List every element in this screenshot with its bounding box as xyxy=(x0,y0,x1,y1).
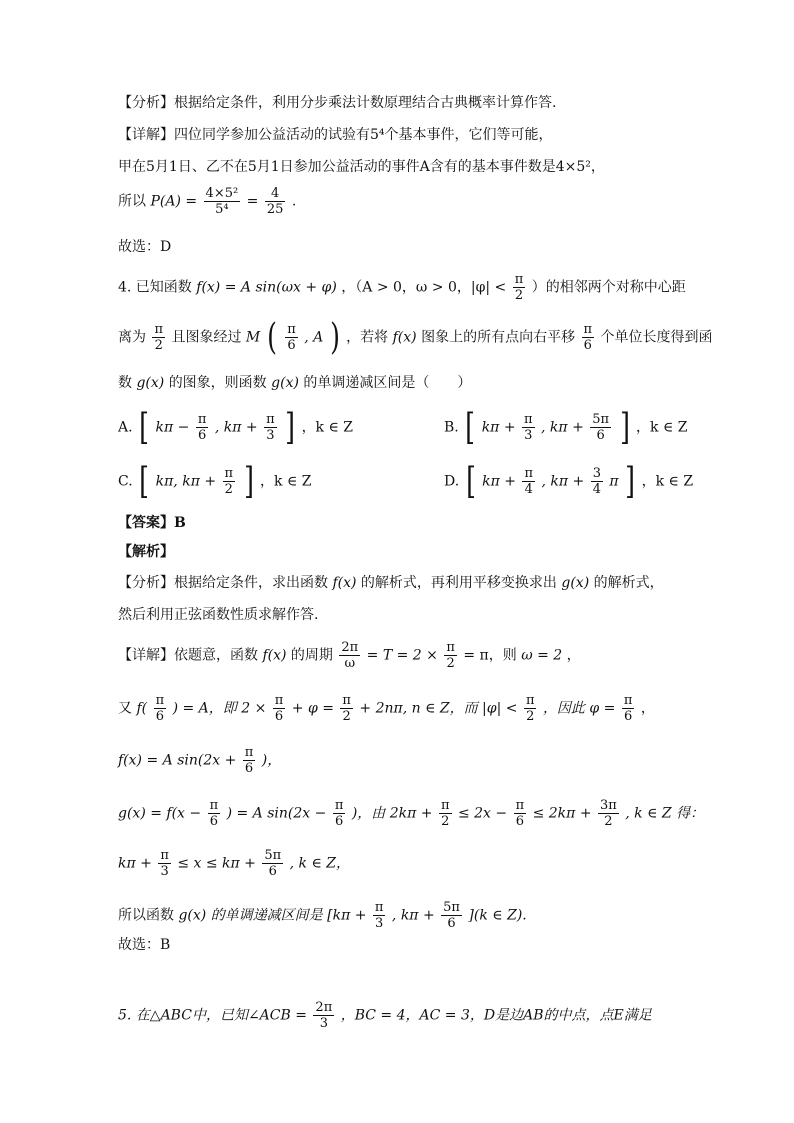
denominator: 6 xyxy=(209,814,218,829)
solution-expr: + 2nπ, n ∈ Z，而 |φ| < xyxy=(359,700,518,717)
fraction xyxy=(622,693,635,724)
function-f: f(x) xyxy=(332,575,357,591)
numerator: π xyxy=(440,798,450,813)
solution-text: 又 xyxy=(118,700,132,717)
analysis-text: 【分析】根据给定条件，求出函数 xyxy=(118,575,328,591)
explanation-text: 【解析】 xyxy=(118,544,174,560)
numerator: π xyxy=(209,798,219,813)
fraction xyxy=(196,412,209,443)
option-expr: kπ − xyxy=(155,419,190,436)
function-f: f(x) xyxy=(392,329,417,346)
answer-line-2 xyxy=(118,938,170,952)
answer-text-2: 故选：B xyxy=(118,937,171,953)
solution-expr: ≤ 2kπ + xyxy=(532,805,592,822)
numerator: π xyxy=(583,322,593,337)
left-paren: ( xyxy=(266,316,277,358)
denominator: ω xyxy=(344,656,356,671)
answer-label xyxy=(118,516,186,530)
solution-line-6 xyxy=(118,900,527,931)
q4-text: 离为 xyxy=(118,329,146,346)
fraction xyxy=(152,322,165,353)
solution-line-3 xyxy=(118,745,281,776)
solution-text: = π，则 xyxy=(463,647,517,664)
solution-expr: g(x) = f(x − xyxy=(118,805,202,822)
denominator: 2 xyxy=(446,656,455,671)
q5-text: ，BC = 4，AC = 3，D是边AB的中点，点E满足 xyxy=(340,1007,652,1024)
denominator: 3 xyxy=(375,916,384,931)
solution-expr: ，因此 φ = xyxy=(542,700,616,717)
solution-text: 所以函数 xyxy=(118,907,174,924)
fraction xyxy=(339,640,360,671)
q4-conditions: ，（A > 0，ω > 0，|φ| < xyxy=(341,279,507,296)
left-bracket: [ xyxy=(139,406,149,448)
fraction xyxy=(340,693,353,724)
solution-expr: = T = 2 × xyxy=(366,647,438,664)
numerator: 5π xyxy=(443,900,460,915)
q4-text: 的单调递减区间是（ ） xyxy=(303,375,472,391)
numerator: π xyxy=(623,693,633,708)
equals-sign: = xyxy=(246,193,259,210)
denominator: 4 xyxy=(592,482,601,497)
analysis-line-2 xyxy=(118,576,664,590)
numerator: π xyxy=(154,322,163,337)
q4-function: f(x) = A sin(ωx + φ) xyxy=(196,279,337,296)
fraction xyxy=(265,186,286,217)
solution-line-5 xyxy=(118,848,350,879)
denominator: 6 xyxy=(447,916,456,931)
option-letter: D. xyxy=(444,473,460,490)
denominator: 2 xyxy=(514,288,524,303)
fraction xyxy=(154,693,167,724)
explanation-label xyxy=(118,545,174,559)
analysis-line-3 xyxy=(118,608,318,622)
fraction xyxy=(590,412,611,443)
option-d[interactable] xyxy=(444,460,694,502)
fraction xyxy=(591,466,603,497)
numerator: π xyxy=(524,466,534,481)
right-bracket: ] xyxy=(285,406,296,448)
numerator: π xyxy=(342,693,351,708)
fraction xyxy=(285,322,298,353)
answer-text: 【答案】B xyxy=(118,515,186,531)
option-domain: ，k ∈ Z xyxy=(301,419,354,436)
denominator: 6 xyxy=(197,428,207,443)
option-a[interactable] xyxy=(118,406,354,448)
solution-expr: , k ∈ Z， xyxy=(289,855,351,872)
analysis-line xyxy=(118,96,556,110)
denominator: 5⁴ xyxy=(215,202,229,217)
omega-value: ω = 2 xyxy=(521,647,563,664)
numerator: 2π xyxy=(315,1000,333,1015)
fraction xyxy=(273,693,286,724)
detail-line-1 xyxy=(118,128,553,142)
fraction xyxy=(441,900,462,931)
fraction xyxy=(262,848,283,879)
numerator: π xyxy=(160,848,169,863)
comma: ， xyxy=(566,647,581,664)
fraction xyxy=(444,640,457,671)
comma: ， xyxy=(640,700,655,717)
denominator: 6 xyxy=(334,814,344,829)
option-letter: B. xyxy=(444,419,459,436)
denominator: 6 xyxy=(274,709,284,724)
solution-expr: 的单调递减区间是 [kπ + xyxy=(210,907,367,924)
option-letter: C. xyxy=(118,473,133,490)
right-bracket: ] xyxy=(243,460,254,502)
q4-text: ，若将 xyxy=(346,329,389,346)
denominator: 6 xyxy=(244,761,254,776)
solution-expr: ) = A，即 2 × xyxy=(172,700,267,717)
option-domain: ，k ∈ Z xyxy=(636,419,688,436)
analysis-text: 然后利用正弦函数性质求解作答. xyxy=(118,607,319,623)
solution-expr: , k ∈ Z 得： xyxy=(625,805,705,822)
numerator: 5π xyxy=(592,412,610,427)
numerator: π xyxy=(515,798,525,813)
left-bracket: [ xyxy=(139,460,150,502)
denominator: 2 xyxy=(526,709,535,724)
option-c[interactable] xyxy=(118,460,312,502)
numerator: π xyxy=(514,272,524,287)
denominator: 2 xyxy=(441,814,450,829)
detail-text-1: 【详解】四位同学参加公益活动的试验有5⁴个基本事件，它们等可能， xyxy=(118,127,553,143)
fraction xyxy=(313,1000,334,1031)
denominator: 3 xyxy=(266,428,275,443)
function-g: g(x) xyxy=(271,375,299,391)
solution-expr: ) = A sin(2x − xyxy=(226,805,327,822)
solution-expr: )， xyxy=(261,752,282,769)
numerator: π xyxy=(374,900,384,915)
solution-expr: , kπ + xyxy=(391,907,435,924)
numerator: π xyxy=(334,798,344,813)
denominator: 2 xyxy=(604,814,613,829)
numerator: 3 xyxy=(592,466,601,481)
numerator: π xyxy=(446,640,455,655)
point-m: M xyxy=(245,329,261,346)
left-bracket: [ xyxy=(465,460,476,502)
q4-text: 个单位长度得到函 xyxy=(600,329,713,346)
q4-text: 的图象，则函数 xyxy=(168,375,267,391)
answer-text-1: 故选：D xyxy=(118,239,172,255)
option-expr: kπ + xyxy=(481,419,516,436)
analysis-text: 【分析】根据给定条件，利用分步乘法计数原理结合古典概率计算作答. xyxy=(118,95,557,111)
q4-text: 且图象经过 xyxy=(171,329,242,346)
numerator: 4×5² xyxy=(205,186,239,201)
answer-line-1 xyxy=(118,240,171,254)
numerator: 2π xyxy=(341,640,359,655)
fraction xyxy=(582,322,595,353)
numerator: π xyxy=(244,745,254,760)
q4-text: ）的相邻两个对称中心距 xyxy=(531,279,686,296)
detail-text-2: 甲在5月1日、乙不在5月1日参加公益活动的事件A含有的基本事件数是4×5²， xyxy=(118,159,605,175)
fraction xyxy=(333,798,346,829)
fraction xyxy=(158,848,171,879)
denominator: 2 xyxy=(224,482,233,497)
denominator: 2 xyxy=(154,338,163,353)
fraction xyxy=(204,186,241,217)
denominator: 3 xyxy=(319,1016,328,1031)
denominator: 3 xyxy=(524,428,533,443)
fraction xyxy=(243,745,256,776)
numerator: π xyxy=(224,466,234,481)
function-g: g(x) xyxy=(178,907,207,924)
option-expr: , kπ + xyxy=(541,473,585,490)
denominator: 6 xyxy=(596,428,605,443)
option-expr: , kπ + xyxy=(214,419,258,436)
right-paren: ) xyxy=(329,316,340,358)
fraction xyxy=(439,798,452,829)
denominator: 2 xyxy=(342,709,351,724)
solution-line-1 xyxy=(118,640,581,671)
question-4-line-3 xyxy=(118,376,471,390)
q4-text: 数 xyxy=(118,375,132,391)
solution-expr: ≤ x ≤ kπ + xyxy=(177,855,256,872)
solution-line-2 xyxy=(118,693,655,724)
option-domain: ，k ∈ Z xyxy=(260,473,312,490)
function-g: g(x) xyxy=(561,575,590,591)
option-expr: , kπ + xyxy=(541,419,584,436)
solution-text: 【详解】依题意，函数 xyxy=(118,647,258,664)
probability-lhs: P(A) = xyxy=(150,193,198,210)
denominator: 25 xyxy=(266,202,284,217)
denominator: 6 xyxy=(268,864,277,879)
option-expr: kπ, kπ + xyxy=(155,473,217,490)
q4-text: 图象上的所有点向右平移 xyxy=(421,329,576,346)
numerator: 3π xyxy=(600,798,617,813)
point-m-coord: , A xyxy=(304,329,324,346)
fraction xyxy=(208,798,221,829)
analysis-text: 的解析式， xyxy=(593,575,664,591)
numerator: π xyxy=(155,693,165,708)
denominator: 3 xyxy=(160,864,169,879)
option-b[interactable] xyxy=(444,406,688,448)
option-letter: A. xyxy=(118,419,133,436)
q4-number: 4. 已知函数 xyxy=(118,279,192,296)
numerator: π xyxy=(525,693,535,708)
fraction xyxy=(223,466,236,497)
solution-expr: ](k ∈ Z). xyxy=(468,907,527,924)
numerator: π xyxy=(287,322,296,337)
analysis-text: 的解析式，再利用平移变换求出 xyxy=(360,575,557,591)
solution-expr: )，由 2kπ + xyxy=(351,805,433,822)
numerator: 5π xyxy=(264,848,282,863)
numerator: π xyxy=(197,412,207,427)
fraction xyxy=(373,900,386,931)
option-expr: π xyxy=(609,473,619,490)
q5-text: 5. 在△ABC中，已知∠ACB = xyxy=(118,1007,307,1024)
solution-expr: + φ = xyxy=(291,700,334,717)
fraction xyxy=(522,466,535,497)
denominator: 6 xyxy=(515,814,524,829)
solution-text: 的周期 xyxy=(290,647,333,664)
solution-line-4 xyxy=(118,798,704,829)
detail-line-2 xyxy=(118,160,605,174)
solution-expr: ≤ 2x − xyxy=(457,805,508,822)
question-4-line-1 xyxy=(118,272,686,303)
fraction xyxy=(513,272,526,303)
fraction xyxy=(264,412,277,443)
fraction xyxy=(524,693,537,724)
denominator: 6 xyxy=(287,338,296,353)
solution-expr: f( xyxy=(136,700,148,717)
fraction xyxy=(514,798,527,829)
function-g: g(x) xyxy=(136,375,165,391)
option-domain: ，k ∈ Z xyxy=(641,473,694,490)
right-bracket: ] xyxy=(625,460,636,502)
numerator: π xyxy=(266,412,275,427)
period: . xyxy=(291,193,297,210)
numerator: π xyxy=(274,693,284,708)
denominator: 6 xyxy=(155,709,164,724)
denominator: 6 xyxy=(583,338,592,353)
numerator: π xyxy=(524,412,533,427)
question-5-line-1 xyxy=(118,1000,652,1031)
probability-prefix: 所以 xyxy=(118,193,146,210)
denominator: 4 xyxy=(524,482,533,497)
fraction xyxy=(598,798,619,829)
right-bracket: ] xyxy=(619,406,630,448)
option-expr: kπ + xyxy=(482,473,517,490)
solution-expr: f(x) = A sin(2x + xyxy=(118,752,237,769)
solution-expr: kπ + xyxy=(118,855,152,872)
left-bracket: [ xyxy=(465,406,476,448)
fraction xyxy=(522,412,535,443)
numerator: 4 xyxy=(265,186,286,202)
probability-line xyxy=(118,186,296,217)
question-4-line-2 xyxy=(118,316,713,358)
denominator: 6 xyxy=(623,709,633,724)
function-f: f(x) xyxy=(262,647,287,664)
